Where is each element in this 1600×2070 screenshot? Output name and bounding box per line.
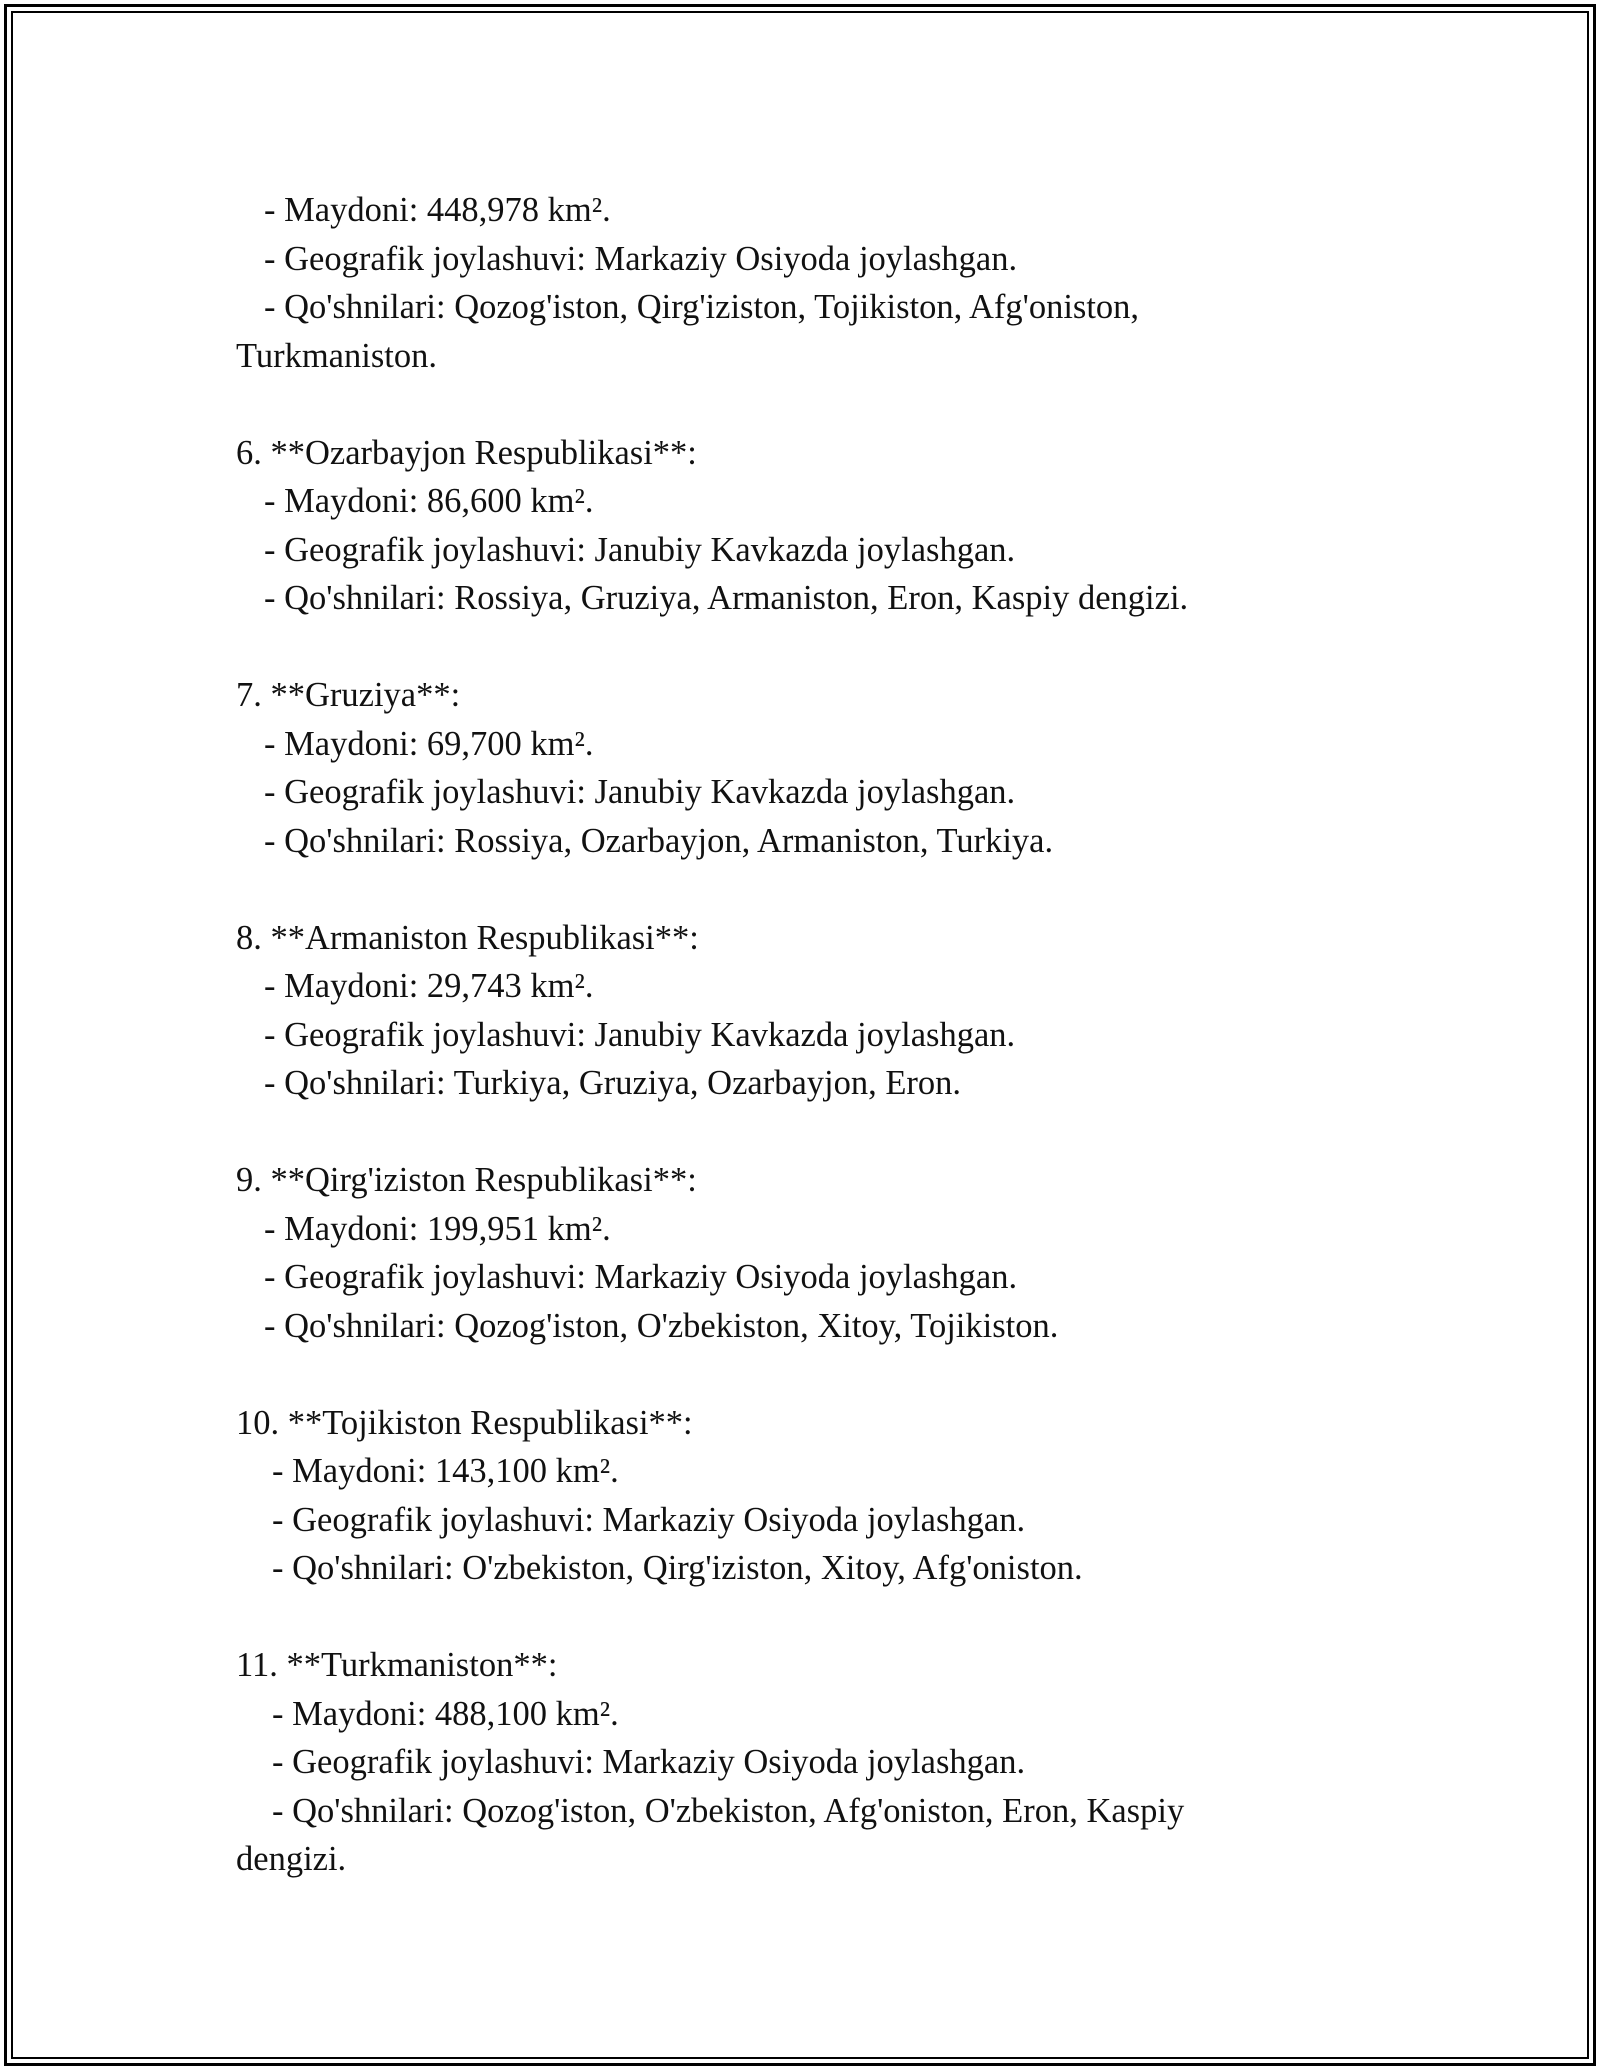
- item-heading: 11. **Turkmaniston**:: [236, 1646, 558, 1684]
- item-neighbors-line1: - Qo'shnilari: Qozog'iston, O'zbekiston, Afg'oniston, Eron, Kaspiy: [272, 1791, 1185, 1830]
- intro-neighbors-line1: - Qo'shnilari: Qozog'iston, Qirg'iziston, Tojikiston, Afg'oniston,: [264, 288, 1140, 326]
- item-neighbors: - Qo'shnilari: Rossiya, Ozarbayjon, Armaniston, Turkiya.: [264, 821, 1054, 860]
- item-heading: 6. **Ozarbayjon Respublikasi**:: [236, 433, 697, 472]
- spacer: [236, 865, 1266, 914]
- item-geo: - Geografik joylashuvi: Markaziy Osiyoda joylashgan.: [272, 1743, 1026, 1781]
- spacer: [236, 380, 1266, 429]
- document-body: [236, 186, 1266, 1884]
- item-geo: - Geografik joylashuvi: Janubiy Kavkazda joylashgan.: [264, 530, 1016, 569]
- item-geo: - Geografik joylashuvi: Janubiy Kavkazda joylashgan.: [264, 773, 1016, 811]
- spacer: [236, 1350, 1266, 1399]
- item-area: - Maydoni: 29,743 km².: [264, 967, 594, 1005]
- item-geo: - Geografik joylashuvi: Markaziy Osiyoda joylashgan.: [272, 1500, 1026, 1539]
- item-area: - Maydoni: 86,600 km².: [264, 482, 594, 520]
- item-neighbors: - Qo'shnilari: Turkiya, Gruziya, Ozarbayjon, Eron.: [264, 1064, 962, 1102]
- item-area: - Maydoni: 488,100 km².: [272, 1694, 619, 1733]
- spacer: [236, 623, 1266, 672]
- item-heading: 7. **Gruziya**:: [236, 676, 461, 714]
- spacer: [236, 1593, 1266, 1642]
- item-neighbors: - Qo'shnilari: O'zbekiston, Qirg'iziston, Xitoy, Afg'oniston.: [272, 1549, 1083, 1587]
- item-geo: - Geografik joylashuvi: Janubiy Kavkazda joylashgan.: [264, 1015, 1016, 1054]
- item-neighbors: - Qo'shnilari: Qozog'iston, O'zbekiston, Xitoy, Tojikiston.: [264, 1306, 1059, 1345]
- item-heading: 10. **Tojikiston Respublikasi**:: [236, 1403, 693, 1442]
- item-area: - Maydoni: 69,700 km².: [264, 724, 594, 763]
- spacer: [236, 1108, 1266, 1157]
- item-heading: 9. **Qirg'iziston Respublikasi**:: [236, 1161, 697, 1199]
- intro-geo: - Geografik joylashuvi: Markaziy Osiyoda joylashgan.: [264, 239, 1018, 278]
- item-geo: - Geografik joylashuvi: Markaziy Osiyoda joylashgan.: [264, 1258, 1018, 1296]
- item-neighbors: - Qo'shnilari: Rossiya, Gruziya, Armaniston, Eron, Kaspiy dengizi.: [264, 579, 1189, 617]
- intro-neighbors-line2: Turkmaniston.: [236, 336, 437, 375]
- item-area: - Maydoni: 199,951 km².: [264, 1209, 611, 1248]
- item-area: - Maydoni: 143,100 km².: [272, 1452, 619, 1490]
- item-neighbors-line2: dengizi.: [236, 1840, 347, 1878]
- item-heading: 8. **Armaniston Respublikasi**:: [236, 918, 699, 957]
- intro-area: - Maydoni: 448,978 km².: [264, 191, 611, 229]
